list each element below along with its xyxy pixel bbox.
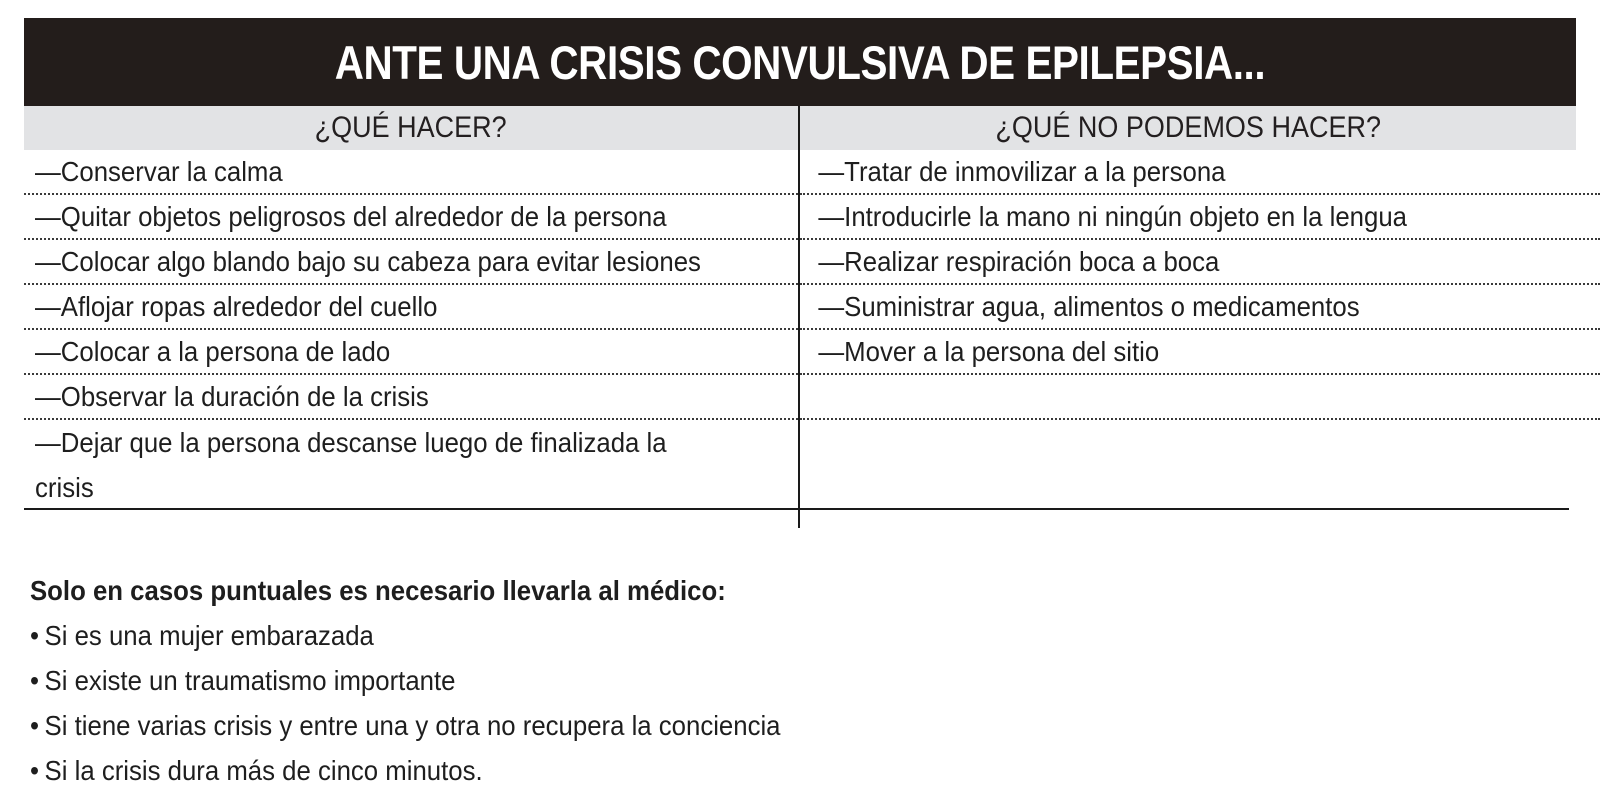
column-header-do	[24, 106, 798, 150]
list-item: —Introducirle la mano ni ningún objeto en la lengua	[800, 195, 1600, 240]
list-item: —Conservar la calma	[24, 150, 798, 195]
list-item: —Dejar que la persona descanse luego de finalizada la crisis	[35, 427, 667, 503]
list-item: —Realizar respiración boca a boca	[800, 240, 1600, 285]
list-item: —Colocar a la persona de lado	[24, 330, 798, 375]
list-item: • Si tiene varias crisis y entre una y otra no recupera la conciencia	[30, 710, 781, 741]
list-item: —Suministrar agua, alimentos o medicamentos	[800, 285, 1600, 330]
column-header-dont	[800, 106, 1576, 150]
bullet-icon: •	[30, 665, 40, 696]
list-item: —Colocar algo blando bajo su cabeza para evitar lesiones	[24, 240, 798, 285]
bullet-icon: •	[30, 620, 40, 651]
doctor-note	[30, 568, 1130, 793]
bullet-icon: •	[30, 710, 40, 741]
column-header-dont-label: ¿QUÉ NO PODEMOS HACER?	[995, 111, 1381, 144]
note-bullet-list	[30, 613, 1130, 793]
list-item: • Si existe un traumatismo importante	[30, 665, 456, 696]
list-item: —Mover a la persona del sitio	[800, 330, 1600, 375]
list-item: —Observar la duración de la crisis	[24, 375, 798, 420]
note-heading: Solo en casos puntuales es necesario llevarla al médico:	[30, 575, 726, 606]
list-item: • Si es una mujer embarazada	[30, 620, 374, 651]
list-item: —Tratar de inmovilizar a la persona	[800, 150, 1600, 195]
list-item: —Aflojar ropas alrededor del cuello	[24, 285, 798, 330]
list-item: • Si la crisis dura más de cinco minutos.	[30, 755, 483, 786]
bullet-icon: •	[30, 755, 40, 786]
do-list	[24, 150, 798, 512]
dont-list	[800, 150, 1600, 420]
list-item: —Quitar objetos peligrosos del alrededor de la persona	[24, 195, 798, 240]
title-banner	[24, 18, 1576, 106]
column-header-do-label: ¿QUÉ HACER?	[314, 111, 508, 144]
page-title: ANTE UNA CRISIS CONVULSIVA DE EPILEPSIA...	[334, 35, 1266, 89]
empty-row	[800, 375, 1600, 420]
table-bottom-rule	[24, 508, 1569, 510]
